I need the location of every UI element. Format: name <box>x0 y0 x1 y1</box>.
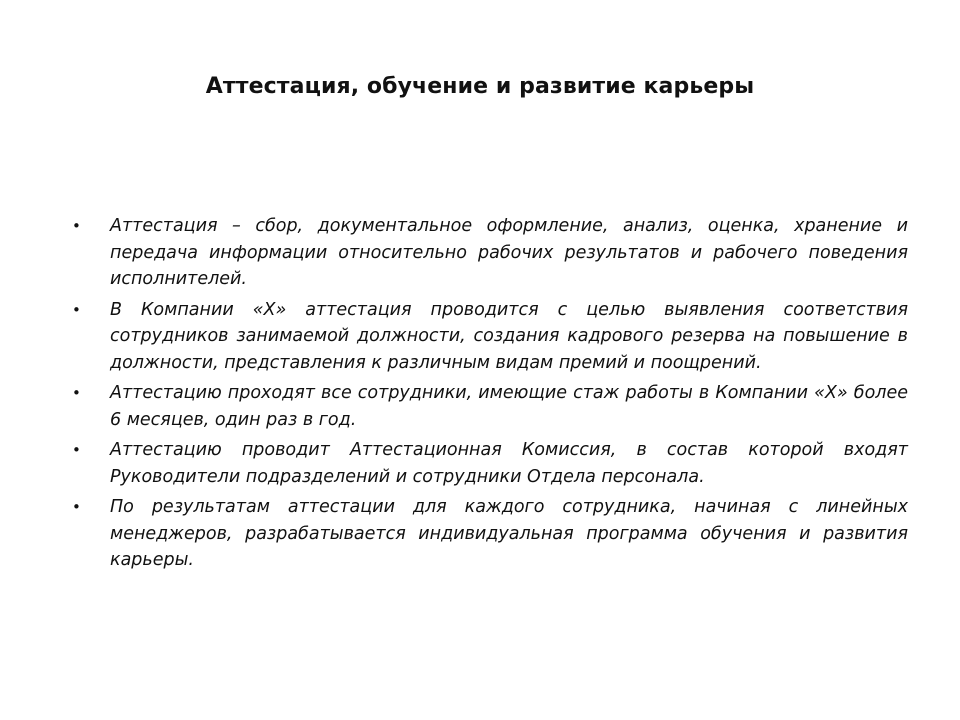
bullet-item-1 <box>72 213 908 293</box>
bullet-text-2: В Компании «Х» аттестация проводится с целью выявления соответствия сотрудников занимаемой должности, создания кадрового резерва на повышение в должности, представления к различным видам премий и поощрений. <box>110 299 908 373</box>
bullet-text-5: По результатам аттестации для каждого сотрудника, начиная с линейных менеджеров, разрабатывается индивидуальная программа обучения и развития карьеры. <box>110 497 908 570</box>
bullet-text-3: Аттестацию проходят все сотрудники, имеющие стаж работы в Компании «Х» более 6 месяцев, один раз в год. <box>110 383 908 430</box>
bullet-text-4: Аттестацию проводит Аттестационная Комиссия, в состав которой входят Руководители подразделений и сотрудники Отдела персонала. <box>110 440 908 487</box>
bullet-list <box>72 213 908 578</box>
bullet-item-4 <box>72 437 908 490</box>
bullet-icon: • <box>72 217 81 235</box>
bullet-icon: • <box>72 498 81 516</box>
bullet-icon: • <box>72 384 81 402</box>
slide-title: Аттестация, обучение и развитие карьеры <box>205 74 755 99</box>
bullet-icon: • <box>72 441 81 459</box>
bullet-item-3 <box>72 380 908 433</box>
bullet-text-1: Аттестация – сбор, документальное оформление, анализ, оценка, хранение и передача информации относительно рабочих результатов и рабочего поведения исполнителей. <box>110 216 908 289</box>
bullet-item-5 <box>72 494 908 574</box>
bullet-item-2 <box>72 297 908 377</box>
bullet-icon: • <box>72 300 81 319</box>
